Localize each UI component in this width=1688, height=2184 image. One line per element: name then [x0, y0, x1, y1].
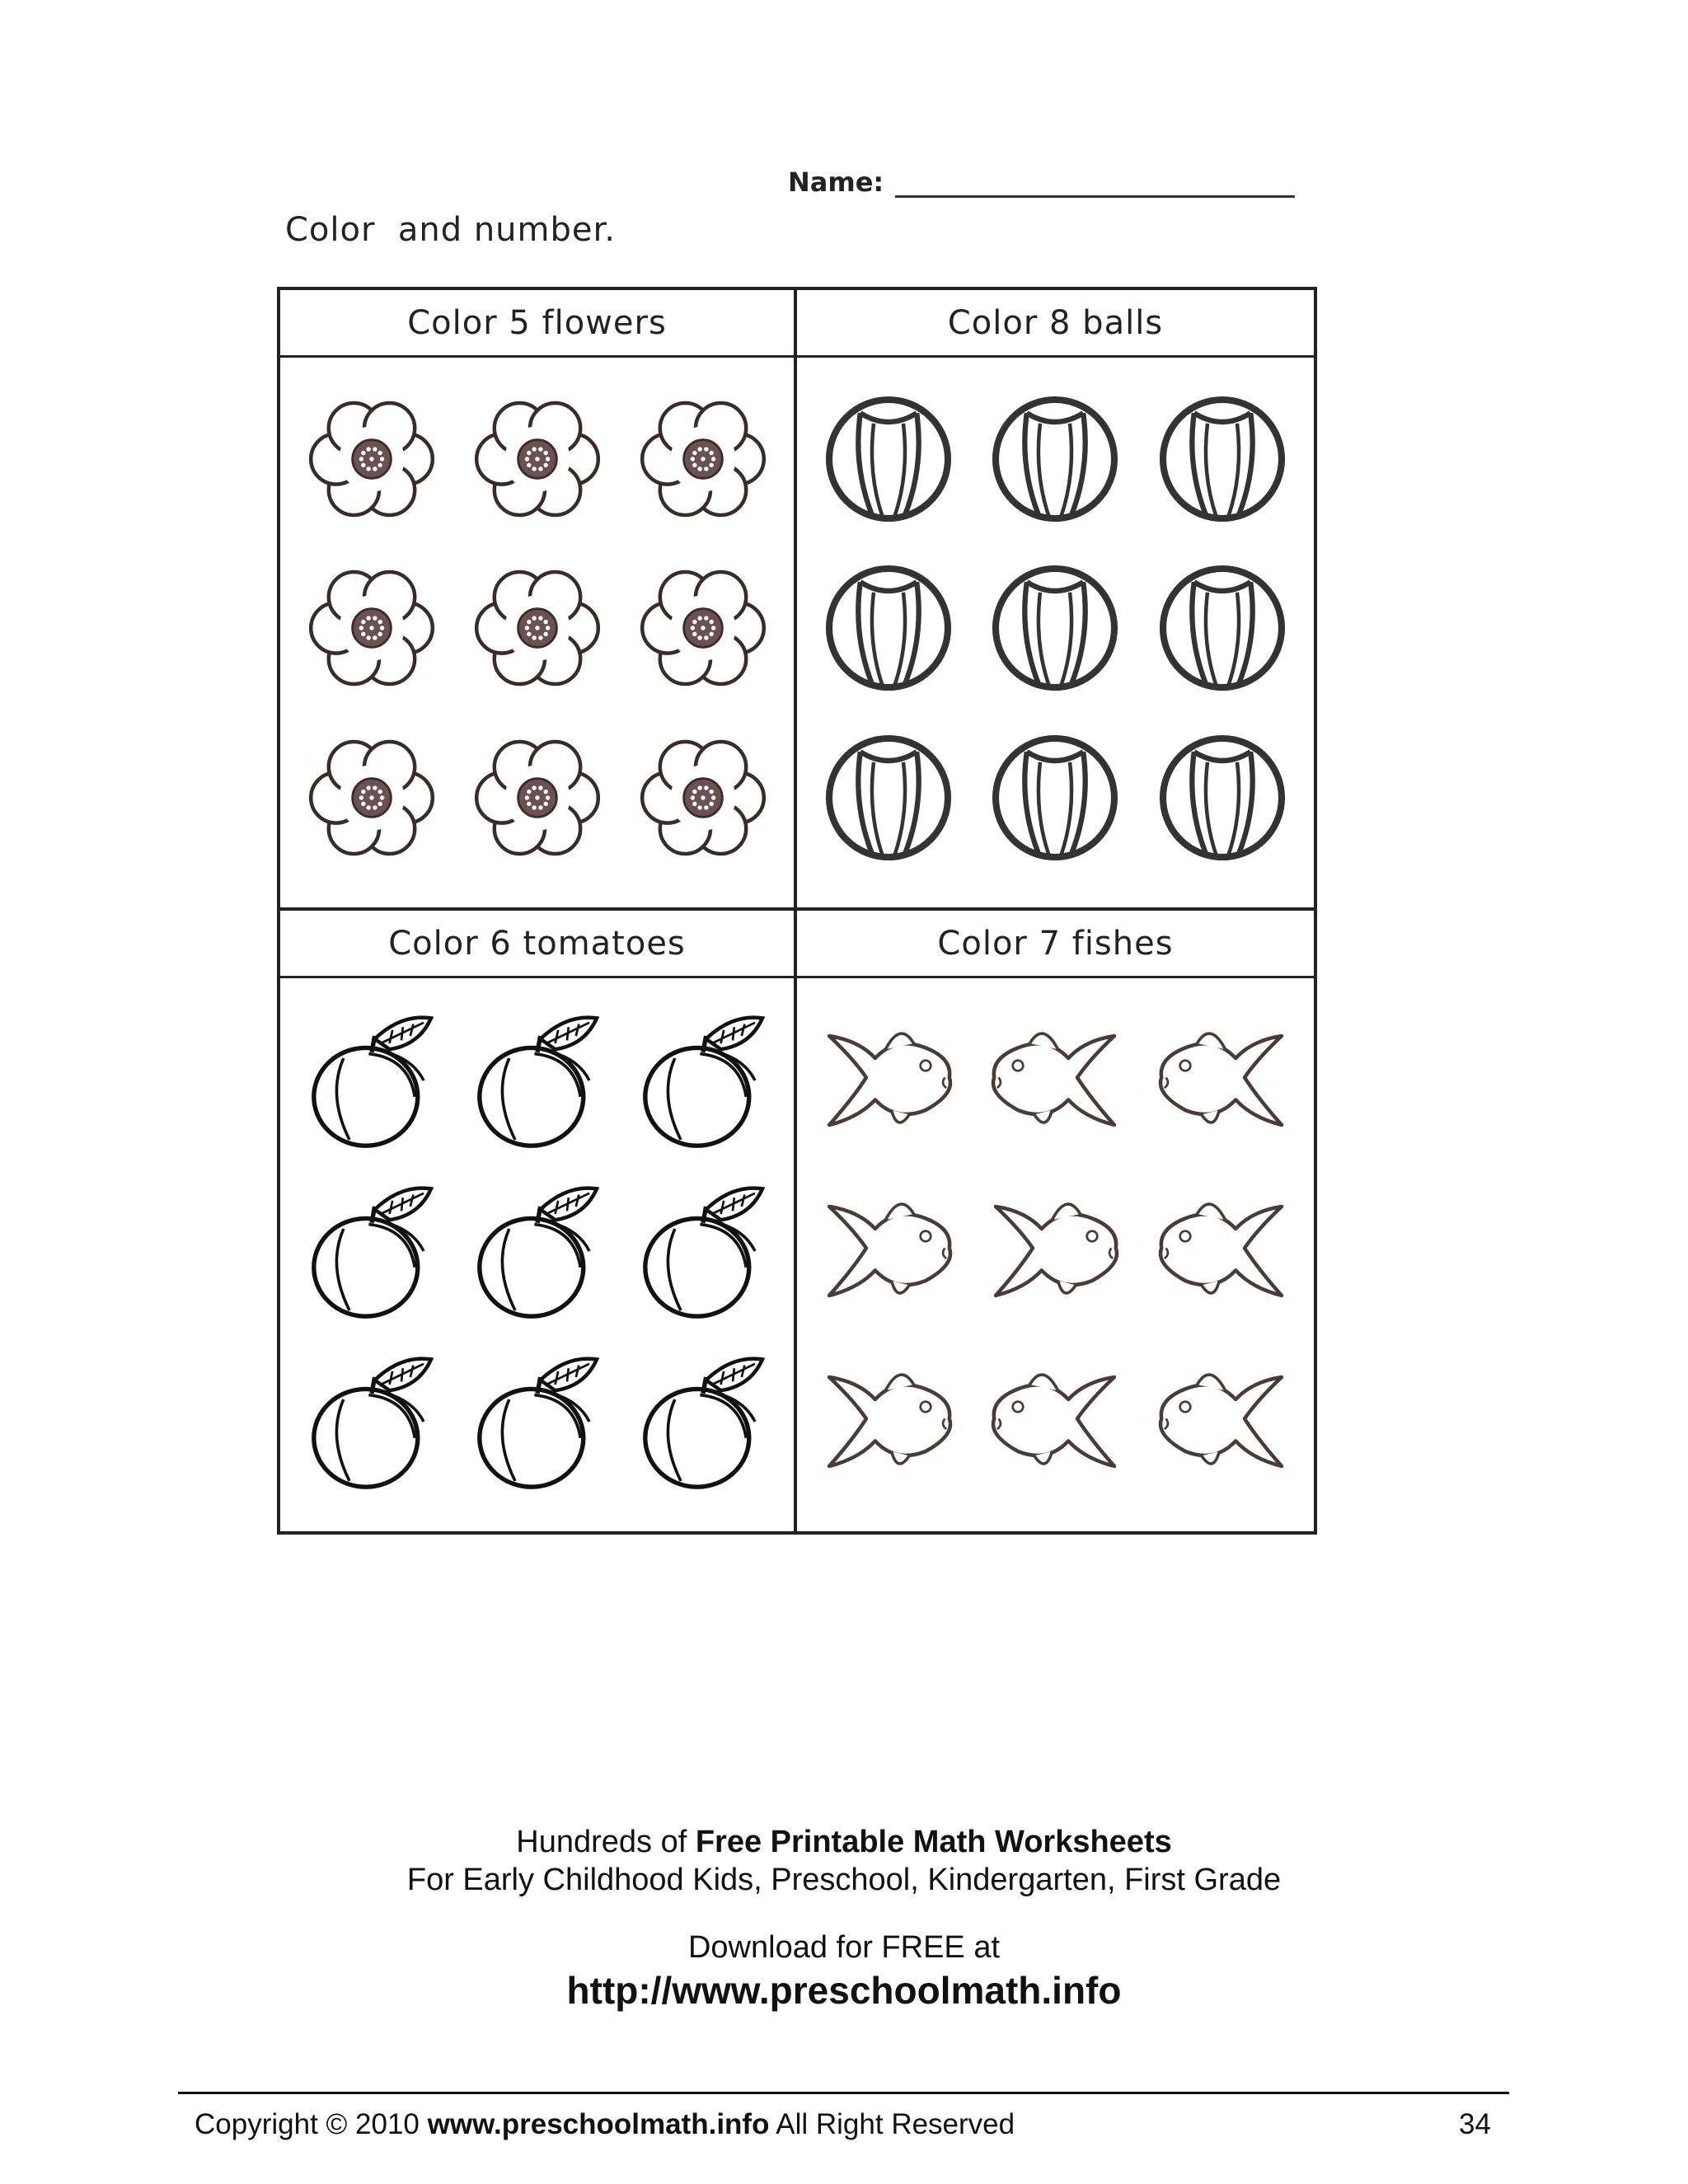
ball-icon — [972, 374, 1138, 544]
balls-grid — [797, 358, 1314, 907]
tomato-icon — [620, 1336, 785, 1507]
fish-icon — [805, 1336, 972, 1507]
promo-prefix: Hundreds of — [516, 1825, 696, 1859]
flower-icon — [620, 713, 785, 883]
promo-bold: Free Printable Math Worksheets — [695, 1825, 1172, 1859]
ball-icon — [1139, 374, 1306, 544]
promo-line-2: For Early Childhood Kids, Preschool, Kindergarten, First Grade — [406, 1863, 1282, 1897]
promo-line-1 — [0, 1823, 1688, 1861]
fish-icon — [805, 995, 972, 1165]
page-number: 34 — [1459, 2108, 1491, 2140]
section-title: Color 7 fishes — [797, 911, 1314, 978]
fish-icon — [972, 1336, 1138, 1507]
section-title: Color 5 flowers — [280, 290, 794, 358]
flower-icon — [288, 544, 454, 714]
tomatoes-section — [280, 911, 797, 1531]
flower-icon — [288, 374, 454, 544]
footer-divider — [178, 2092, 1509, 2094]
fish-icon — [972, 1165, 1138, 1336]
tomato-icon — [620, 995, 785, 1165]
website-link[interactable]: http://www.preschoolmath.info — [566, 1969, 1122, 2012]
exercise-grid — [277, 287, 1317, 1535]
tomato-icon — [288, 1165, 454, 1336]
flower-icon — [620, 374, 785, 544]
flowers-grid — [280, 358, 794, 907]
tomato-icon — [454, 1336, 620, 1507]
tomato-icon — [620, 1165, 785, 1336]
instruction-heading: Color and number. — [285, 211, 616, 249]
name-label: Name: — [788, 166, 884, 198]
flower-icon — [620, 544, 785, 714]
balls-section — [797, 290, 1314, 911]
ball-icon — [972, 713, 1138, 883]
flower-icon — [288, 713, 454, 883]
promo-block — [0, 1823, 1688, 2014]
tomato-icon — [454, 1165, 620, 1336]
copyright-prefix: Copyright © 2010 — [195, 2108, 428, 2140]
fish-icon — [1139, 1336, 1306, 1507]
copyright-suffix: All Right Reserved — [769, 2108, 1015, 2140]
ball-icon — [972, 544, 1138, 714]
section-title: Color 8 balls — [797, 290, 1314, 358]
flower-icon — [454, 544, 620, 714]
ball-icon — [1139, 713, 1306, 883]
fish-icon — [805, 1165, 972, 1336]
name-line[interactable] — [895, 171, 1295, 198]
fish-icon — [1139, 995, 1306, 1165]
ball-icon — [805, 374, 972, 544]
ball-icon — [805, 713, 972, 883]
tomatoes-grid — [280, 978, 794, 1531]
name-field[interactable] — [788, 162, 1295, 198]
fishes-grid — [797, 978, 1314, 1531]
copyright-site-link[interactable]: www.preschoolmath.info — [427, 2108, 770, 2140]
fish-icon — [972, 995, 1138, 1165]
tomato-icon — [288, 995, 454, 1165]
copyright-text — [195, 2108, 1015, 2141]
tomato-icon — [454, 995, 620, 1165]
flower-icon — [454, 374, 620, 544]
download-text: Download for FREE at — [687, 1930, 1001, 1965]
ball-icon — [805, 544, 972, 714]
section-title: Color 6 tomatoes — [280, 911, 794, 978]
ball-icon — [1139, 544, 1306, 714]
flower-icon — [454, 713, 620, 883]
fish-icon — [1139, 1165, 1306, 1336]
fishes-section — [797, 911, 1314, 1531]
flowers-section — [280, 290, 797, 911]
tomato-icon — [288, 1336, 454, 1507]
